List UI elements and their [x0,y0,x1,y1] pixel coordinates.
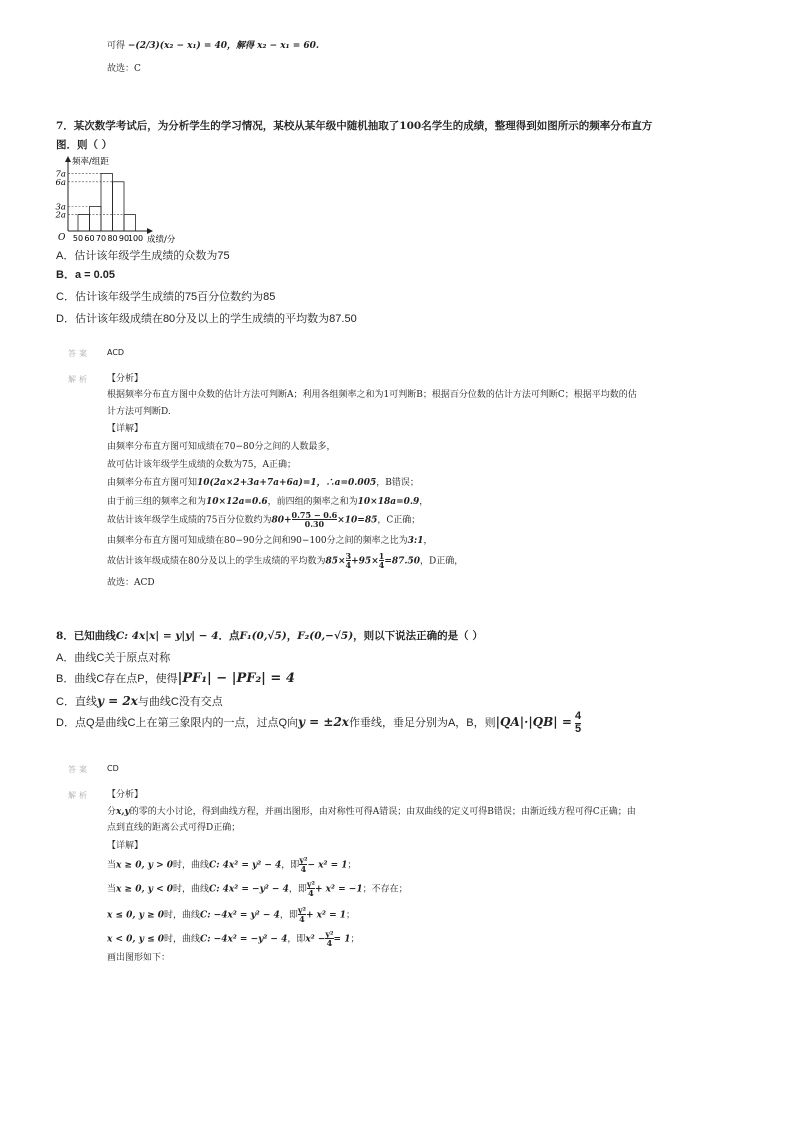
math-expr: C: 4x|x| = y|y| − 4 [115,630,219,642]
math-expr: y = 2x [96,694,138,708]
fraction [575,711,581,735]
text: C．直线 [56,696,97,708]
histogram-bar-60-70 [90,206,102,231]
math-expr: 10×18a=0.9 [357,497,420,507]
q8-case1 [107,856,357,874]
q7-detail-line2: 故可估计该年级学生成绩的众数为75，A正确； [107,460,296,470]
q8-analysis-line2: 点到直线的距离公式可得D正确； [107,823,241,833]
x-axis-label: 成绩/分 [147,235,176,245]
math-expr: − x² = 1 [307,860,348,871]
text: 与曲线C没有交点 [137,696,223,708]
histogram-bar-90-100 [124,215,136,231]
q7-option-a: A．估计该年级学生成绩的众数为75 [56,250,230,262]
text: ； [350,934,360,945]
math-expr: + x² = 1 [305,910,347,921]
math-expr: F₁(0,√5) [239,630,287,642]
text: B．曲线C存在点P，使得 [56,673,178,685]
text: ； [346,910,356,921]
numerator: y² [325,929,334,939]
denominator: 4 [326,938,333,949]
math-expr: 10(2a×2+3a+7a+6a)=1，∴a=0.005 [197,478,377,488]
text: ，即 [281,860,300,871]
numerator: 0.75 − 0.6 [291,510,338,520]
denominator: 0.30 [292,519,338,528]
q8-analysis-line1 [107,806,636,818]
numerator: 4 [574,710,582,722]
fraction [292,511,338,529]
numerator: y² [297,905,306,915]
text: 故估计该年级学生成绩的75百分位数约为 [107,515,272,526]
x-tick-60: 60 [84,234,95,243]
text: 故估计该年级成绩在80分及以上的学生成绩的平均数为 [107,556,326,567]
numerator: y² [306,879,315,889]
q7-detail-head: 【详解】 [107,424,144,434]
math-expr: 10×12a=0.6 [206,497,268,507]
prev-line-prefix: 可得 [107,41,126,51]
text: 当 [107,884,117,895]
math-expr: C: 4x² = y² − 4 [209,860,282,871]
q8-case4 [107,930,359,948]
math-expr: =87.50 [384,556,421,567]
y-tick-7a: 7a [55,169,66,180]
text: ，即 [279,910,298,921]
dashed-reference-lines [68,174,124,215]
fraction [298,906,306,924]
math-expr: 80+ [271,515,292,526]
q7-detail-line3 [107,477,419,489]
math-expr: |QA|·|QB| = [495,714,572,729]
prev-choice: 故选：C [107,64,141,74]
denominator: 4 [345,560,352,571]
text: 时，曲线 [164,910,201,921]
math-expr: y = ±2x [298,714,349,729]
x-tick-80: 80 [107,234,118,243]
q8-option-b [56,672,295,686]
text: ，前四组的频率之和为 [267,497,358,507]
text: 分 [107,807,117,817]
text: ，C正确； [377,515,421,526]
q8-option-a: A．曲线C关于原点对称 [56,652,171,664]
y-tick-6a: 6a [55,177,66,188]
math-expr: |PF₁| − |PF₂| = 4 [177,671,295,686]
denominator: 4 [308,888,314,899]
math-expr: x ≥ 0, y < 0 [116,884,174,895]
math-expr: +95× [351,556,379,567]
denominator: 4 [378,560,385,571]
q7-detail-line6 [107,535,433,547]
q7-detail-line1: 由频率分布直方图可知成绩在70−80分之间的人数最多， [107,442,336,452]
q7-option-d: D．估计该年级成绩在80分及以上的学生成绩的平均数为87.50 [56,313,357,325]
text: 由于前三组的频率之和为 [107,497,207,507]
x-tick-50: 50 [72,234,84,243]
text: 由频率分布直方图可知成绩在80−90分之间和90−100分之间的频率之比为 [107,536,408,546]
text: ，D正确， [420,556,464,567]
numerator: 3 [345,551,352,561]
histogram-bar-80-90 [113,182,125,231]
text: 由频率分布直方图可知 [107,478,198,488]
math-expr: C: −4x² = −y² − 4 [200,934,288,945]
q7-analysis-tag: 解析 [68,375,90,384]
math-expr: x,y [116,807,130,817]
text: ，B错误； [376,478,419,488]
q8-option-c [56,694,223,709]
q8-answer: CD [107,764,119,773]
q7-analysis-line1: 根据频率分布直方图中众数的估计方法可判断A；利用各组频率之和为1可判断B；根据百分位数的估计方法可判断C；根据平均数的估 [107,390,637,400]
prev-solution-line [107,40,319,52]
y-axis-label: 频率/组距 [72,157,109,167]
denominator: 5 [574,722,582,735]
math-expr: x ≥ 0, y > 0 [116,860,174,871]
q7-detail-line5 [107,511,420,529]
q7-detail-line7 [107,552,463,570]
math-expr: 85× [325,556,346,567]
prev-line-expr: −(2/3)(x₂ − x₁) = 40，解得 x₂ − x₁ = 60. [127,41,320,51]
text: ．点 [218,630,240,642]
text: ， [423,536,433,546]
math-expr: C: −4x² = y² − 4 [200,910,280,921]
q7-detail-line8: 故选：ACD [107,578,155,588]
denominator: 4 [299,914,305,925]
q7-answer: ACD [107,348,125,357]
text: ， [286,630,298,642]
q7-option-b-text: B．a = 0.05 [56,269,116,281]
q7-detail-line4 [107,496,428,508]
q7-stem-line1: 7．某次数学考试后，为分析学生的学习情况，某校从某年级中随机抽取了100名学生的成绩，整理得到如图所示的频率分布直方 [56,120,653,132]
q8-option-d [56,711,581,735]
fraction [325,930,333,948]
text: 的零的大小讨论，得到曲线方程，并画出图形，由对称性可得A错误；由双曲线的定义可得B错误；由渐近线方程可得C正确；由 [129,807,636,817]
q8-analysis-head: 【分析】 [107,790,144,800]
math-expr: + x² = −1 [315,884,363,895]
math-expr: = 1 [333,934,351,945]
math-expr: F₂(0,−√5) [297,630,354,642]
histogram-bar-70-80 [101,174,113,231]
y-tick-labels [55,170,66,221]
text: 作垂线，垂足分别为A，B，则 [348,716,496,729]
histogram-bar-50-60 [78,215,90,231]
text: ，则以下说法正确的是（ ） [353,630,483,642]
y-tick-3a: 3a [55,202,66,213]
q8-detail-head: 【详解】 [107,841,144,851]
text: ，即 [288,884,307,895]
histogram-bars [78,174,136,231]
text: 8．已知曲线 [56,630,116,642]
q8-stem [56,629,483,643]
q8-draw-figure: 画出图形如下： [107,953,171,963]
origin-label: O [58,233,66,243]
q7-analysis-line2: 计方法可判断D. [107,407,171,417]
q8-answer-tag: 答案 [68,765,90,774]
denominator: 4 [300,864,307,875]
math-expr: C: 4x² = −y² − 4 [209,884,289,895]
text: 时，曲线 [164,934,201,945]
text: ， [419,497,429,507]
text: ，即 [287,934,306,945]
y-tick-2a: 2a [55,210,66,221]
q7-option-c: C．估计该年级学生成绩的75百分位数约为85 [56,291,276,303]
text: D．点Q是曲线C上在第三象限内的一点，过点Q向 [56,716,298,729]
math-expr: 3:1 [407,536,424,546]
x-tick-90: 90 [118,234,130,243]
math-expr: x² − [305,934,326,945]
q7-analysis-head: 【分析】 [107,374,144,384]
x-tick-labels [73,234,143,243]
q7-answer-tag: 答案 [68,349,90,358]
math-expr: x ≤ 0, y ≥ 0 [107,910,165,921]
q8-analysis-tag: 解析 [68,791,90,800]
text: 时，曲线 [173,884,210,895]
x-tick-100: 100 [127,234,144,243]
q8-case2 [107,880,408,898]
math-expr: x < 0, y ≤ 0 [107,934,165,945]
numerator: 1 [378,551,385,561]
q7-stem-line2: 图．则（ ） [56,139,113,151]
text: ； [347,860,357,871]
text: ；不存在； [362,884,408,895]
numerator: y² [299,855,308,865]
fraction [307,880,315,898]
q7-histogram [50,153,200,245]
text: 当 [107,860,117,871]
q8-case3 [107,906,355,924]
q7-option-b [56,268,115,282]
text: 时，曲线 [173,860,210,871]
x-tick-70: 70 [95,234,107,243]
math-expr: ×10=85 [337,515,378,526]
